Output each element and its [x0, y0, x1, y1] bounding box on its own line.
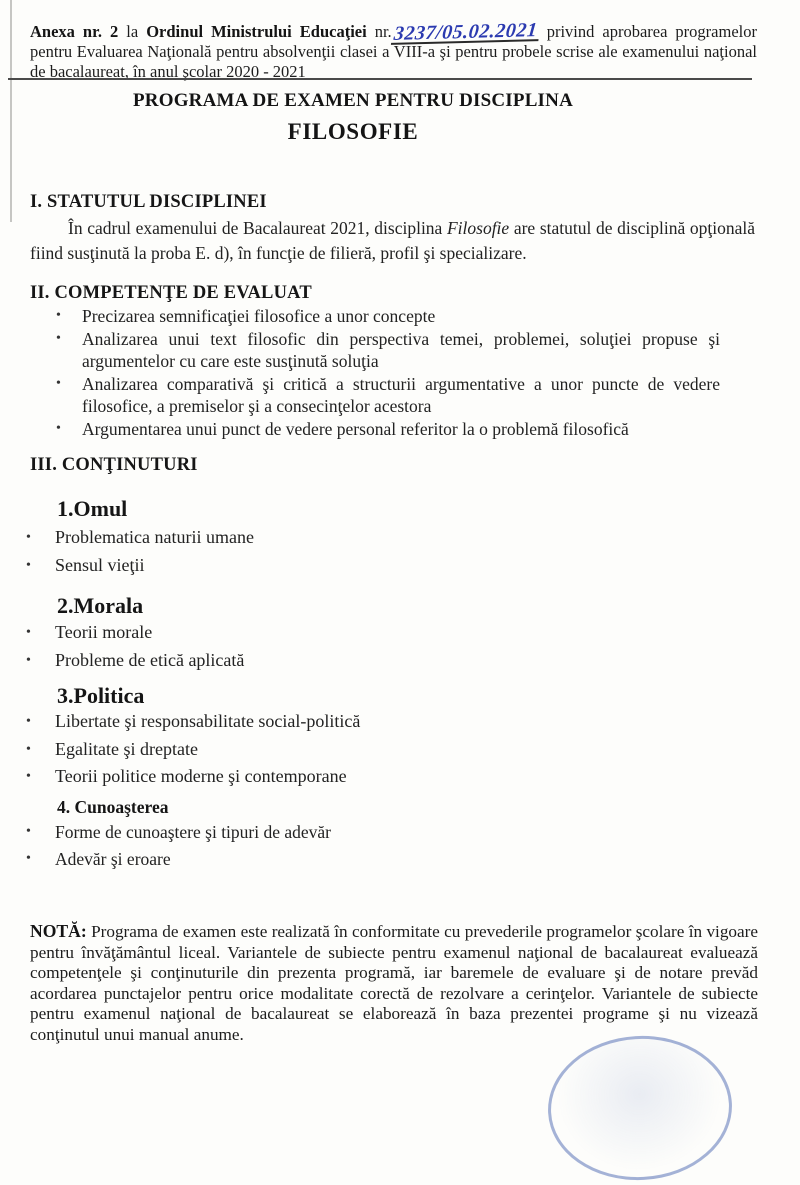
- document-title-discipline: FILOSOFIE: [287, 119, 419, 144]
- section-2-heading: II. COMPETENŢE DE EVALUAT: [30, 283, 312, 303]
- list-item: • Forme de cunoaştere şi tipuri de adevăr: [22, 819, 722, 846]
- subsection-1-title: 1.Omul: [57, 496, 128, 521]
- statut-text-before: În cadrul examenului de Bacalaureat 2021, disciplina: [68, 218, 447, 238]
- competente-list: [52, 305, 720, 441]
- header-text-la: la: [118, 22, 147, 41]
- annex-header: [30, 19, 757, 81]
- list-item: • Argumentarea unui punct de vedere personal referitor la o problemă filosofică: [52, 418, 720, 441]
- list-item: • Egalitate şi dreptate: [22, 736, 722, 764]
- subsection-4-title: 4. Cunoaşterea: [57, 797, 169, 817]
- list-item: • Problematica naturii umane: [22, 524, 722, 552]
- header-nr-label: nr.: [366, 22, 392, 41]
- list-item: • Sensul vieţii: [22, 552, 722, 580]
- header-description: privind aprobarea programelor pentru Evaluarea Naţională pentru absolvenţii clasei a VIII-a şi pentru probele scrise ale examenului naţional de bacalaureat, în anul şcolar 2020 - 2021: [30, 22, 757, 81]
- handwritten-order-number: 3237/05.02.2021: [391, 23, 540, 45]
- list-item: • Precizarea semnificaţiei filosofice a unor concepte: [52, 305, 720, 328]
- nota-text: Programa de examen este realizată în conformitate cu prevederile programelor şcolare în vigoare pentru învăţământul liceal. Variantele de subiecte pentru examenul naţional de bacalaureat evaluează competenţele şi conţinuturile din prezenta programă, iar baremele de evaluare şi de notare prevăd acordarea punctajelor pentru orice modalitate corectă de rezolvare a cerinţelor. Variantele de subiecte pentru examenul naţional de bacalaureat se elaborează în baza prezentei programe şi nu vizează conţinutul unui manual anume.: [30, 922, 758, 1044]
- list-item: • Teorii politice moderne şi contemporane: [22, 763, 722, 791]
- annex-number-label: Anexa nr. 2: [30, 22, 119, 41]
- nota-label: NOTĂ:: [30, 921, 87, 941]
- section-1-heading: I. STATUTUL DISCIPLINEI: [30, 192, 267, 212]
- list-item: • Analizarea unui text filosofic din perspectiva temei, problemei, soluţiei propuse şi argumentelor cu care este susţinută soluţia: [52, 328, 720, 373]
- official-stamp-mark: [544, 1031, 735, 1184]
- list-item: • Teorii morale: [22, 619, 722, 647]
- document-title-line1: PROGRAMA DE EXAMEN PENTRU DISCIPLINA: [133, 90, 573, 111]
- nota-paragraph: [30, 921, 758, 1046]
- subsection-1-list: [22, 524, 722, 579]
- statut-text-after: are statutul de disciplină opţională fiind susţinută la proba E. d), în funcţie de filieră, profil şi specializare.: [30, 218, 755, 263]
- list-item: • Libertate şi responsabilitate social-politică: [22, 708, 722, 736]
- section-1-paragraph: [30, 216, 755, 265]
- subsection-2-list: [22, 619, 722, 674]
- list-item: • Adevăr şi eroare: [22, 846, 722, 873]
- subsection-4-list: [22, 819, 722, 872]
- header-divider-line: [8, 78, 752, 80]
- subsection-2-title: 2.Morala: [57, 593, 144, 618]
- list-item: • Analizarea comparativă şi critică a structurii argumentative a unor puncte de vedere filosofice, a premiselor şi a consecinţelor acestora: [52, 373, 720, 418]
- subsection-3-title: 3.Politica: [57, 683, 145, 708]
- minister-order-label: Ordinul Ministrului Educaţiei: [146, 22, 367, 41]
- section-3-heading: III. CONŢINUTURI: [30, 455, 198, 475]
- discipline-name-italic: Filosofie: [446, 218, 510, 238]
- subsection-3-list: [22, 708, 722, 791]
- list-item: • Probleme de etică aplicată: [22, 647, 722, 675]
